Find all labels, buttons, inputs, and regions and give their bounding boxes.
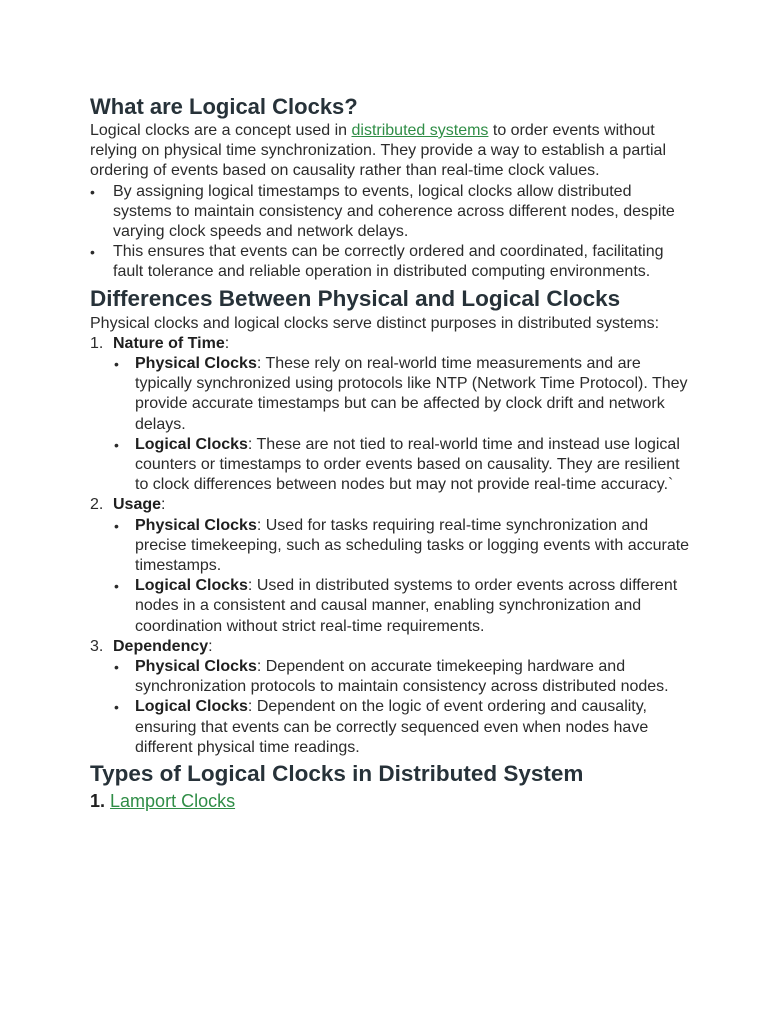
list-item: • This ensures that events can be correctly ordered and coordinated, facilitating fault tolerance and reliable operation in distributed computing environments. — [90, 242, 690, 282]
sub-list — [90, 516, 690, 637]
item-title: Nature of Time — [113, 334, 225, 352]
item-colon: : — [161, 496, 166, 514]
sub-text: : Dependent on accurate timekeeping hardware and synchronization protocols to maintain consistency across distributed nodes. — [135, 658, 669, 696]
list-item — [113, 576, 690, 637]
distributed-systems-link[interactable]: distributed systems — [351, 122, 489, 139]
sub-label: Physical Clocks — [135, 355, 257, 373]
heading-differences: Differences Between Physical and Logical Clocks — [90, 285, 621, 311]
list-item — [113, 354, 690, 435]
sub-text: : Dependent on the logic of event ordering and causality, ensuring that events can be correctly sequenced even when nodes have different physical time readings. — [135, 698, 649, 756]
sub-label: Physical Clocks — [135, 658, 257, 676]
item-number: 1. — [90, 334, 104, 352]
list-item — [113, 516, 690, 577]
sub-list — [90, 354, 690, 495]
heading-what-are-logical-clocks: What are Logical Clocks? — [90, 94, 358, 119]
intro-text-after: to order events without relying on physical time synchronization. They provide a way to establish a partial ordering of events based on causality rather than real-time clock values. — [90, 122, 666, 180]
lamport-clocks-line — [90, 789, 690, 813]
list-item — [113, 435, 690, 496]
item-colon: : — [224, 334, 230, 352]
sub-label: Logical Clocks — [135, 435, 248, 453]
differences-numbered-list — [90, 334, 690, 758]
list-item: • By assigning logical timestamps to events, logical clocks allow distributed systems to maintain consistency and coherence across different nodes, despite varying clock speeds and network delays. — [90, 182, 690, 243]
intro-text-before: Logical clocks are a concept used in — [90, 122, 352, 139]
list-item-nature-of-time — [90, 334, 690, 496]
article-content — [90, 93, 690, 813]
lamport-clocks-link[interactable]: Lamport Clocks — [110, 791, 236, 812]
list-item-dependency — [90, 637, 690, 758]
differences-intro: Physical clocks and logical clocks serve distinct purposes in distributed systems: — [90, 314, 660, 332]
sub-label: Physical Clocks — [135, 516, 257, 534]
logical-clocks-bullet-list — [90, 182, 690, 283]
intro-paragraph — [90, 121, 690, 182]
item-number: 3. — [90, 637, 104, 655]
item-title: Dependency — [113, 637, 209, 655]
sub-label: Logical Clocks — [135, 698, 248, 716]
item-title: Usage — [113, 496, 162, 514]
list-item — [113, 657, 690, 697]
heading-types-of-logical-clocks: Types of Logical Clocks in Distributed System — [90, 761, 584, 787]
sub-text: : These are not tied to real-world time and instead use logical counters or timestamps to order events based on causality. They are resilient to clock differences between nodes but may not provide real-time accuracy.` — [135, 435, 680, 494]
list-item-usage — [90, 495, 690, 636]
item-number: 2. — [90, 496, 104, 514]
sub-text: : Used in distributed systems to order events across different nodes in a consistent and causal manner, enabling synchronization and coordination without strict real-time requirements. — [135, 577, 678, 635]
list-item — [113, 697, 690, 758]
sub-text: : Used for tasks requiring real-time synchronization and precise timekeeping, such as scheduling tasks or logging events with accurate timestamps. — [135, 516, 690, 575]
sub-label: Logical Clocks — [135, 577, 248, 595]
item-colon: : — [208, 637, 213, 655]
sub-text: : These rely on real-world time measurements and are typically synchronized using protocols like NTP (Network Time Protocol). They provide accurate timestamps but can be affected by clock drift and network delays. — [135, 355, 688, 433]
sub-list — [90, 657, 690, 758]
type-number: 1. — [90, 791, 106, 812]
